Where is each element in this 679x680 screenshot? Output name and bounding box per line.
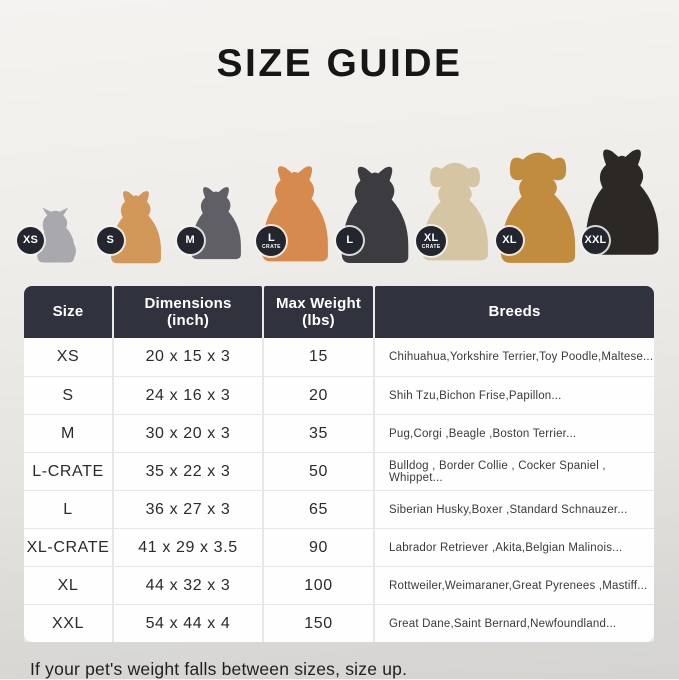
size-badge-xs — [17, 227, 44, 254]
col-header-dimensions — [114, 286, 262, 338]
breeds-cell: Pug,Corgi ,Beagle ,Boston Terrier... — [375, 415, 654, 452]
breeds-cell: Siberian Husky,Boxer ,Standard Schnauzer... — [375, 491, 654, 528]
col-header-sublabel: (inch) — [166, 312, 210, 329]
col-header-max-weight — [264, 286, 373, 338]
max-weight-cell: 90 — [264, 529, 373, 566]
dimensions-cell: 35 x 22 x 3 — [114, 453, 262, 490]
size-badge-label: M — [185, 233, 195, 246]
col-header-label: Size — [52, 303, 84, 321]
size-badge-label: L — [346, 233, 354, 246]
col-header-sublabel: (lbs) — [302, 312, 335, 329]
size-cell: XL-CRATE — [24, 529, 112, 566]
table-row-xl-crate — [24, 528, 654, 566]
dimensions-cell: 54 x 44 x 4 — [114, 605, 262, 642]
breeds-cell: Rottweiler,Weimaraner,Great Pyrenees ,Mastiff... — [375, 567, 654, 604]
table-row-m — [24, 414, 654, 452]
animal-slot-l — [335, 160, 415, 264]
table-row-l — [24, 490, 654, 528]
table-header-row — [24, 286, 654, 338]
max-weight-cell: 20 — [264, 377, 373, 414]
size-badge-xxl — [582, 227, 609, 254]
sizing-advice-note: If your pet's weight falls between sizes, size up. — [30, 659, 408, 679]
max-weight-cell: 100 — [264, 567, 373, 604]
breeds-cell: Labrador Retriever ,Akita,Belgian Malinois... — [375, 529, 654, 566]
breeds-cell: Bulldog , Border Collie , Cocker Spaniel , Whippet... — [375, 453, 654, 490]
dimensions-cell: 30 x 20 x 3 — [114, 415, 262, 452]
breeds-cell: Chihuahua,Yorkshire Terrier,Toy Poodle,Maltese... — [375, 338, 654, 376]
table-row-xxl — [24, 604, 654, 642]
animal-size-strip — [16, 88, 663, 264]
animal-slot-xl-crate — [415, 156, 495, 264]
col-header-label: Dimensions — [144, 294, 232, 312]
dimensions-cell: 36 x 27 x 3 — [114, 491, 262, 528]
size-badge-label: XS — [22, 233, 39, 246]
size-cell: L — [24, 491, 112, 528]
animal-slot-xs — [16, 206, 96, 264]
table-row-xl — [24, 566, 654, 604]
animal-slot-l-crate — [255, 158, 335, 264]
size-badge-s — [97, 227, 124, 254]
animal-slot-xxl — [581, 134, 663, 264]
col-header-label: Max Weight — [275, 294, 362, 312]
breeds-cell: Great Dane,Saint Bernard,Newfoundland... — [375, 605, 654, 642]
max-weight-cell: 50 — [264, 453, 373, 490]
size-badge-label: XXL — [584, 233, 607, 246]
size-cell: S — [24, 377, 112, 414]
table-row-l-crate — [24, 452, 654, 490]
dimensions-cell: 24 x 16 x 3 — [114, 377, 262, 414]
size-cell: L-CRATE — [24, 453, 112, 490]
table-row-xs — [24, 338, 654, 376]
col-header-size — [24, 286, 112, 338]
animal-slot-xl — [495, 148, 581, 264]
animal-slot-m — [176, 178, 256, 264]
size-guide-table — [24, 286, 654, 642]
size-badge-sublabel: CRATE — [262, 243, 281, 250]
size-cell: XXL — [24, 605, 112, 642]
size-cell: XL — [24, 567, 112, 604]
dimensions-cell: 20 x 15 x 3 — [114, 338, 262, 376]
max-weight-cell: 35 — [264, 415, 373, 452]
max-weight-cell: 15 — [264, 338, 373, 376]
page-title: SIZE GUIDE — [216, 42, 463, 85]
size-badge-xl-crate — [416, 226, 446, 256]
size-badge-m — [177, 227, 204, 254]
max-weight-cell: 65 — [264, 491, 373, 528]
breeds-cell: Shih Tzu,Bichon Frise,Papillon... — [375, 377, 654, 414]
size-cell: M — [24, 415, 112, 452]
max-weight-cell: 150 — [264, 605, 373, 642]
col-header-breeds — [375, 286, 654, 338]
animal-slot-s — [96, 186, 176, 264]
size-badge-sublabel: CRATE — [421, 243, 441, 250]
col-header-label: Breeds — [488, 303, 541, 321]
size-badge-label: S — [106, 233, 115, 246]
dimensions-cell: 44 x 32 x 3 — [114, 567, 262, 604]
size-badge-label: XL — [423, 231, 439, 244]
size-badge-label: XL — [502, 233, 517, 246]
size-badge-xl — [496, 227, 523, 254]
size-badge-label: L — [268, 231, 275, 244]
table-row-s — [24, 376, 654, 414]
size-cell: XS — [24, 338, 112, 376]
dimensions-cell: 41 x 29 x 3.5 — [114, 529, 262, 566]
